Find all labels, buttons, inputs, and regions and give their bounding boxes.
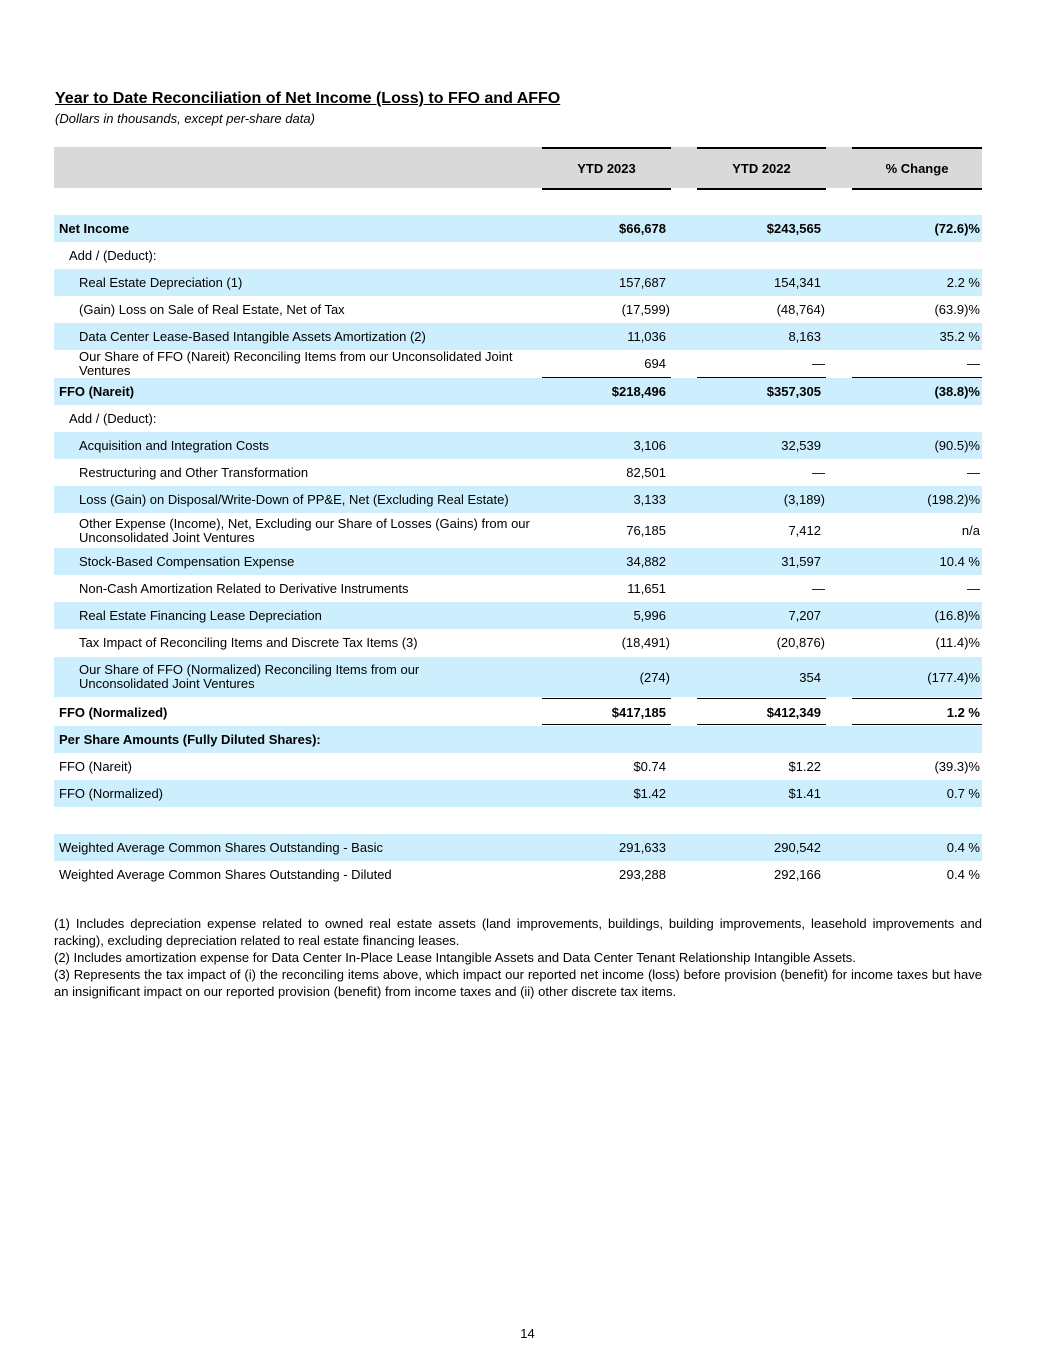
cell-ytd-2023: 157,687 xyxy=(619,275,666,290)
table-row-per-share-heading xyxy=(54,726,982,753)
table-row xyxy=(54,548,982,575)
cell-pct-change: (11.4)% xyxy=(935,635,980,650)
cell-ytd-2022: — xyxy=(812,465,825,480)
row-label: Weighted Average Common Shares Outstanding - Diluted xyxy=(59,866,392,882)
cell-pct-change: — xyxy=(967,581,980,596)
cell-ytd-2022: $1.41 xyxy=(788,786,821,801)
cell-ytd-2023: 694 xyxy=(644,356,666,371)
cell-ytd-2022: $412,349 xyxy=(766,705,821,720)
row-label: Restructuring and Other Transformation xyxy=(79,464,309,480)
cell-pct-change: 1.2 % xyxy=(946,705,980,720)
row-label: Net Income xyxy=(59,220,130,236)
cell-pct-change: 35.2 % xyxy=(939,329,980,344)
footnotes xyxy=(54,915,982,1000)
page-number: 14 xyxy=(520,1326,535,1341)
row-label: Weighted Average Common Shares Outstanding - Basic xyxy=(59,839,383,855)
cell-pct-change: — xyxy=(967,465,980,480)
cell-ytd-2023: 11,036 xyxy=(627,329,666,344)
table-row xyxy=(54,834,982,861)
table-row xyxy=(54,629,982,656)
row-label: Non-Cash Amortization Related to Derivative Instruments xyxy=(79,580,409,596)
cell-ytd-2023: $1.42 xyxy=(633,786,666,801)
table-row-net-income xyxy=(54,215,982,242)
table-row xyxy=(54,323,982,350)
row-label: Add / (Deduct): xyxy=(69,247,157,263)
cell-ytd-2023: 82,501 xyxy=(626,465,666,480)
cell-ytd-2022: (48,764) xyxy=(776,302,825,317)
table-row xyxy=(54,296,982,323)
cell-pct-change: (90.5)% xyxy=(934,438,980,453)
row-label: Our Share of FFO (Nareit) Reconciling Items from our Unconsolidated Joint Ventures xyxy=(79,348,513,378)
table-row xyxy=(54,861,982,888)
table-row xyxy=(54,350,982,377)
footnote: (1) Includes depreciation expense related to owned real estate assets (land improvements, buildings, building improvements, leasehold improvements and racking), excluding depreciation related to real estate financing leases. xyxy=(54,916,982,948)
cell-ytd-2023: 3,106 xyxy=(633,438,666,453)
row-label: FFO (Normalized) xyxy=(59,785,164,801)
cell-ytd-2022: 290,542 xyxy=(774,840,821,855)
table-row xyxy=(54,459,982,486)
cell-pct-change: (38.8)% xyxy=(934,384,980,399)
row-label: Tax Impact of Reconciling Items and Discrete Tax Items (3) xyxy=(79,634,418,650)
row-label: Our Share of FFO (Normalized) Reconciling Items from our Unconsolidated Joint Ventures xyxy=(79,662,420,691)
footnote: (3) Represents the tax impact of (i) the reconciling items above, which impact our reported net income (loss) before provision (benefit) for income taxes but have an insignificant impact on our reported provision (benefit) from income taxes and (ii) other discrete tax items. xyxy=(54,967,982,999)
row-label: FFO (Nareit) xyxy=(59,383,135,399)
row-label: Acquisition and Integration Costs xyxy=(79,437,270,453)
cell-ytd-2023: 34,882 xyxy=(626,554,666,569)
table-row xyxy=(54,753,982,780)
cell-ytd-2022: $243,565 xyxy=(766,221,821,236)
row-label: Real Estate Financing Lease Depreciation xyxy=(79,607,322,623)
cell-ytd-2022: 7,412 xyxy=(788,523,821,538)
row-label: Stock-Based Compensation Expense xyxy=(79,553,295,569)
cell-ytd-2022: 31,597 xyxy=(781,554,821,569)
cell-ytd-2023: 11,651 xyxy=(627,581,666,596)
row-label: Add / (Deduct): xyxy=(69,410,157,426)
cell-pct-change: n/a xyxy=(961,523,980,538)
cell-pct-change: 2.2 % xyxy=(946,275,980,290)
cell-ytd-2022: — xyxy=(812,581,825,596)
row-label: FFO (Normalized) xyxy=(59,704,168,720)
column-header-pct-change: % Change xyxy=(852,147,982,190)
table-row xyxy=(54,432,982,459)
cell-ytd-2023: $66,678 xyxy=(619,221,666,236)
row-label: Data Center Lease-Based Intangible Assets Amortization (2) xyxy=(79,328,426,344)
table-row-ffo-nareit xyxy=(54,378,982,405)
cell-pct-change: (198.2)% xyxy=(927,492,980,507)
cell-pct-change: (39.3)% xyxy=(934,759,980,774)
cell-pct-change: (16.8)% xyxy=(934,608,980,623)
table-row xyxy=(54,486,982,513)
table-row xyxy=(54,575,982,602)
row-label: Loss (Gain) on Disposal/Write-Down of PP&E, Net (Excluding Real Estate) xyxy=(79,491,509,507)
cell-ytd-2022: 292,166 xyxy=(774,867,821,882)
cell-pct-change: 0.4 % xyxy=(946,867,980,882)
table-header xyxy=(54,147,982,188)
table-row-section-label xyxy=(54,405,982,432)
cell-pct-change: — xyxy=(967,356,980,371)
cell-ytd-2022: (3,189) xyxy=(783,492,825,507)
cell-pct-change: (72.6)% xyxy=(934,221,980,236)
cell-ytd-2022: 354 xyxy=(799,669,821,685)
cell-ytd-2022: $1.22 xyxy=(788,759,821,774)
table-row xyxy=(54,780,982,807)
cell-pct-change: (177.4)% xyxy=(927,669,980,685)
table-row-section-label xyxy=(54,242,982,269)
cell-pct-change: 0.4 % xyxy=(946,840,980,855)
cell-ytd-2023: (18,491) xyxy=(621,635,670,650)
cell-ytd-2022: — xyxy=(812,356,825,371)
cell-ytd-2023: 293,288 xyxy=(619,867,666,882)
cell-ytd-2023: (17,599) xyxy=(621,302,670,317)
column-header-ytd-2022: YTD 2022 xyxy=(697,147,826,190)
cell-ytd-2022: 154,341 xyxy=(774,275,821,290)
cell-ytd-2022: 32,539 xyxy=(781,438,821,453)
row-label: FFO (Nareit) xyxy=(59,758,132,774)
table-row xyxy=(54,513,982,548)
cell-ytd-2022: 8,163 xyxy=(788,329,821,344)
table-row xyxy=(54,269,982,296)
cell-ytd-2022: $357,305 xyxy=(766,384,821,399)
cell-ytd-2023: $218,496 xyxy=(611,384,666,399)
cell-pct-change: 0.7 % xyxy=(946,786,980,801)
table-row-ffo-normalized xyxy=(54,699,982,726)
row-label: Other Expense (Income), Net, Excluding our Share of Losses (Gains) from our Unconsolidated Joint Ventures xyxy=(79,515,530,545)
cell-ytd-2023: 291,633 xyxy=(619,840,666,855)
column-header-ytd-2023: YTD 2023 xyxy=(542,147,671,190)
table-row xyxy=(54,602,982,629)
cell-ytd-2023: $0.74 xyxy=(633,759,666,774)
table-row xyxy=(54,657,982,697)
cell-pct-change: 10.4 % xyxy=(939,554,980,569)
cell-ytd-2022: (20,876) xyxy=(776,635,825,650)
page-subtitle: (Dollars in thousands, except per-share data) xyxy=(55,111,315,126)
footnote: (2) Includes amortization expense for Data Center In-Place Lease Intangible Assets and Data Center Tenant Relationship Intangible Assets. xyxy=(54,950,856,965)
row-label: Per Share Amounts (Fully Diluted Shares): xyxy=(59,731,321,747)
cell-ytd-2023: 76,185 xyxy=(626,523,666,538)
cell-ytd-2023: (274) xyxy=(639,669,670,685)
row-label: Real Estate Depreciation (1) xyxy=(79,274,243,290)
cell-ytd-2023: 5,996 xyxy=(633,608,666,623)
row-label: (Gain) Loss on Sale of Real Estate, Net of Tax xyxy=(79,301,345,317)
cell-ytd-2022: 7,207 xyxy=(788,608,821,623)
cell-ytd-2023: $417,185 xyxy=(611,705,666,720)
cell-ytd-2023: 3,133 xyxy=(633,492,666,507)
cell-pct-change: (63.9)% xyxy=(934,302,980,317)
page-title: Year to Date Reconciliation of Net Income (Loss) to FFO and AFFO xyxy=(55,90,561,107)
